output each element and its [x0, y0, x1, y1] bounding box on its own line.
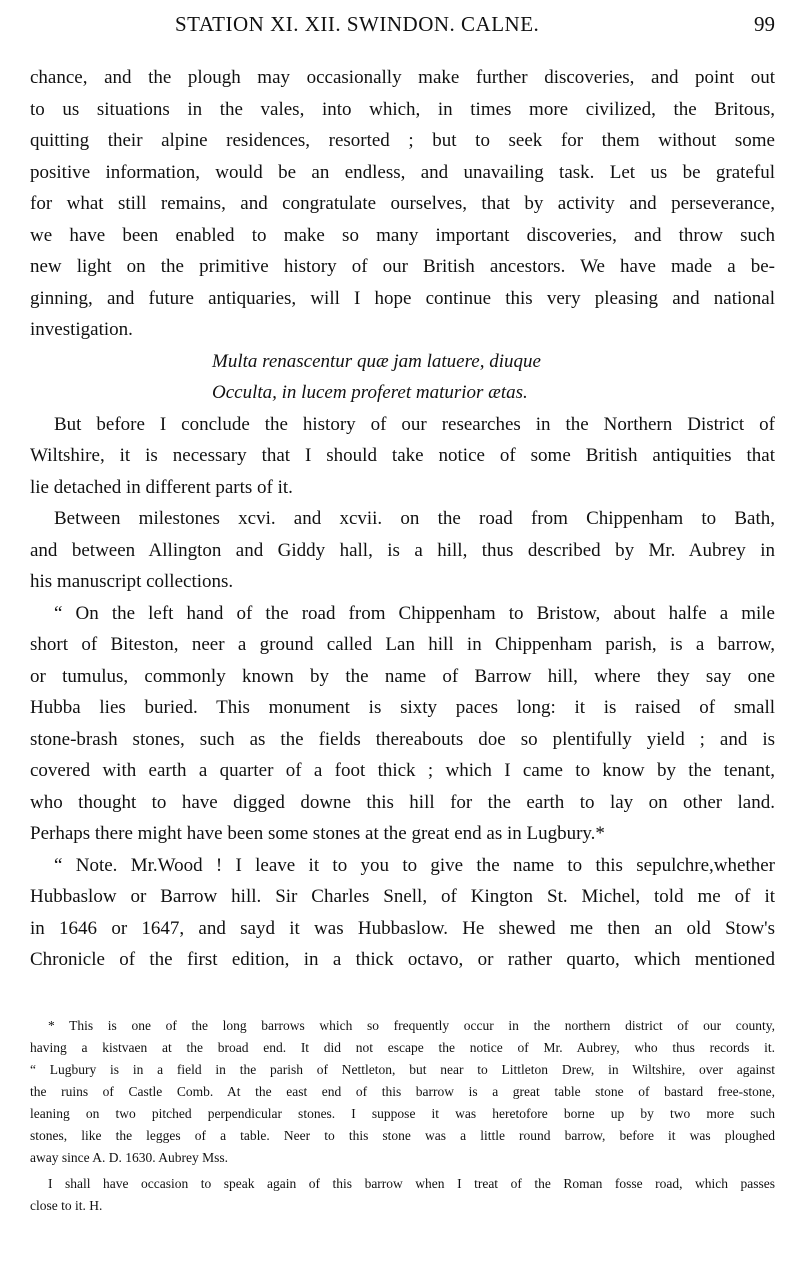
body-text	[30, 62, 775, 976]
verse-line: Occulta, in lucem proferet maturior ætas.	[212, 382, 528, 403]
footnote-line: leaning on two pitched perpendicular stones. I suppose it was heretofore borne up by two more such	[30, 1106, 775, 1121]
text-line: to us situations in the vales, into which, in times more civilized, the Britous,	[30, 98, 775, 120]
text-line: new light on the primitive history of our British ancestors. We have made a be-	[30, 256, 775, 277]
footnotes	[30, 1015, 775, 1217]
footnote-line: stones, like the legges of a table. Neer to this stone was a little round barrow, before it was ploughed	[30, 1128, 775, 1143]
footnote-line: the ruins of Castle Comb. At the east end of this barrow is a great table stone of bastard free-stone,	[30, 1084, 775, 1099]
text-line: who thought to have digged downe this hill for the earth to lay on other land.	[30, 791, 775, 813]
text-line: his manuscript collections.	[30, 571, 234, 592]
text-line: positive information, would be an endless, and unavailing task. Let us be grateful	[30, 161, 775, 183]
text-line: investigation.	[30, 319, 133, 340]
page-number: 99	[754, 12, 775, 36]
text-line: Hubba lies buried. This monument is sixty paces long: it is raised of small	[30, 697, 775, 718]
text-line: Hubbaslow or Barrow hill. Sir Charles Snell, of Kington St. Michel, told me of it	[30, 886, 775, 907]
text-line: we have been enabled to make so many important discoveries, and throw such	[30, 224, 775, 246]
footnote-line: away since A. D. 1630. Aubrey Mss.	[30, 1150, 228, 1165]
running-head: STATION XI. XII. SWINDON. CALNE.	[175, 12, 540, 36]
text-line: covered with earth a quarter of a foot thick ; which I came to know by the tenant,	[30, 760, 775, 781]
text-line: Perhaps there might have been some stones at the great end as in Lugbury.*	[30, 823, 605, 844]
footnote-line: close to it. H.	[30, 1198, 103, 1213]
text-line: “ Note. Mr.Wood ! I leave it to you to give the name to this sepulchre,whether	[54, 854, 775, 876]
text-line: But before I conclude the history of our researches in the Northern District of	[54, 413, 775, 435]
footnote-line: “ Lugbury is in a field in the parish of Nettleton, but near to Littleton Drew, in Wiltshire, over against	[30, 1062, 775, 1077]
text-line: lie detached in different parts of it.	[30, 476, 293, 498]
page-header	[30, 12, 775, 42]
text-line: short of Biteston, neer a ground called Lan hill in Chippenham parish, is a barrow,	[30, 634, 775, 655]
text-line: Chronicle of the first edition, in a thick octavo, or rather quarto, which mentioned	[30, 949, 775, 970]
text-line: or tumulus, commonly known by the name of Barrow hill, where they say one	[30, 665, 775, 687]
text-line: chance, and the plough may occasionally make further discoveries, and point out	[30, 67, 775, 88]
text-line: and between Allington and Giddy hall, is a hill, thus described by Mr. Aubrey in	[30, 539, 775, 561]
footnote-line: I shall have occasion to speak again of this barrow when I treat of the Roman fosse road, which passes	[48, 1176, 775, 1191]
text-line: quitting their alpine residences, resorted ; but to seek for them without some	[30, 130, 775, 151]
text-line: for what still remains, and congratulate ourselves, that by activity and perseverance,	[30, 193, 775, 214]
text-line: stone-brash stones, such as the fields thereabouts doe so plentifully yield ; and is	[30, 728, 775, 750]
text-line: Wiltshire, it is necessary that I should take notice of some British antiquities that	[30, 445, 775, 466]
footnote-line: having a kistvaen at the broad end. It did not escape the notice of Mr. Aubrey, who thus records it.	[30, 1040, 775, 1055]
text-line: “ On the left hand of the road from Chippenham to Bristow, about halfe a mile	[54, 602, 775, 624]
footnote-line: * This is one of the long barrows which so frequently occur in the northern district of our county,	[48, 1018, 775, 1033]
text-line: ginning, and future antiquaries, will I hope continue this very pleasing and national	[30, 287, 775, 309]
text-line: in 1646 or 1647, and sayd it was Hubbaslow. He shewed me then an old Stow's	[30, 917, 775, 939]
verse-line: Multa renascentur quæ jam latuere, diuque	[212, 350, 541, 372]
text-line: Between milestones xcvi. and xcvii. on the road from Chippenham to Bath,	[54, 508, 775, 529]
